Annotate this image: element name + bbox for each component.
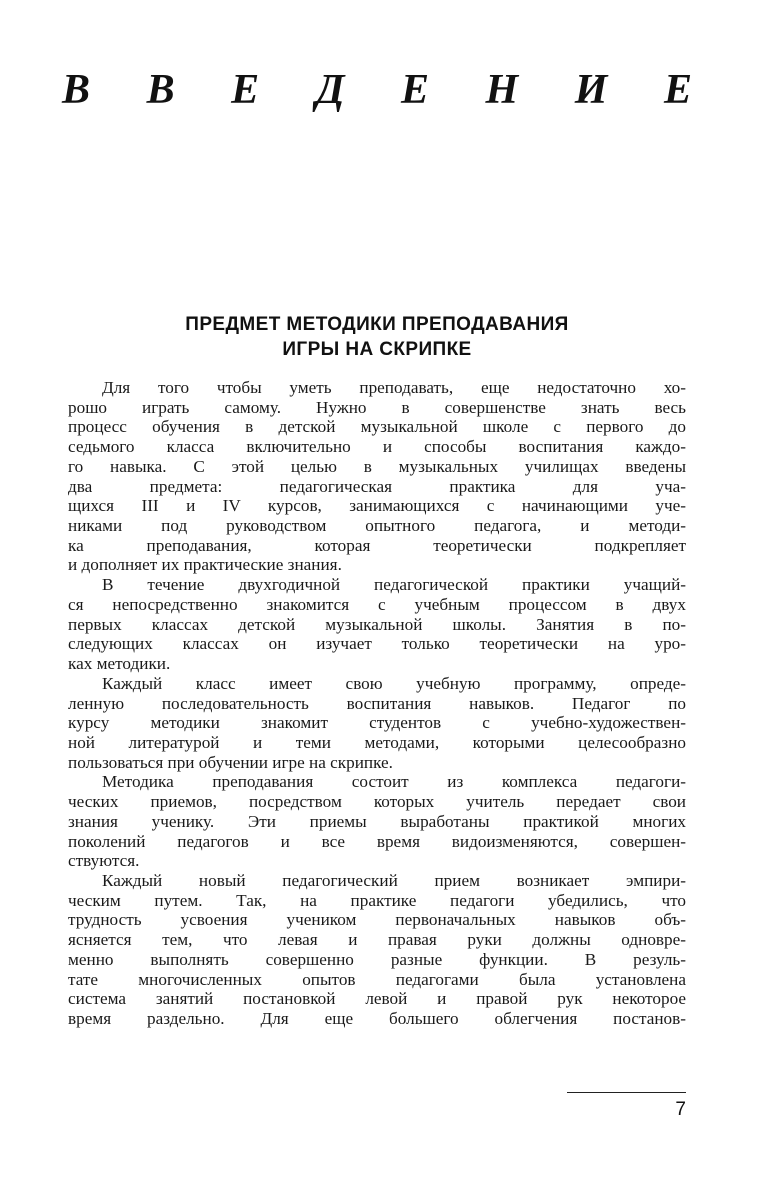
text-line: ствуются.: [68, 851, 140, 871]
text-line: и дополняет их практические знания.: [68, 555, 342, 575]
text-line: курсу методики знакомит студентов с учебно-художествен-: [68, 713, 686, 733]
text-line: седьмого класса включительно и способы воспитания каждо-: [68, 437, 686, 457]
text-line: поколений педагогов и все время видоизменяются, совершен-: [68, 831, 686, 851]
text-line: менно выполнять совершенно разные функции. В резуль-: [68, 949, 686, 969]
section-title-line: ИГРЫ НА СКРИПКЕ: [282, 339, 472, 360]
chapter-title-letter: И: [574, 67, 608, 113]
text-line: го навыка. С этой целью в музыкальных училищах введены: [68, 456, 686, 476]
chapter-title-letter: Е: [663, 67, 692, 113]
section-title: [62, 312, 692, 362]
text-line: система занятий постановкой левой и правой рук некоторое: [68, 989, 686, 1009]
chapter-title-letter: Е: [231, 67, 260, 113]
section-title-line: ПРЕДМЕТ МЕТОДИКИ ПРЕПОДАВАНИЯ: [185, 314, 569, 335]
text-line: ка преподавания, которая теоретически подкрепляет: [68, 535, 686, 555]
body-text: [68, 378, 686, 1029]
text-line: трудность усвоения учеником первоначальных навыков объ-: [68, 910, 686, 930]
text-line: Методика преподавания состоит из комплекса педагоги-: [102, 772, 686, 792]
text-line: Для того чтобы уметь преподавать, еще недостаточно хо-: [102, 378, 686, 397]
text-line: первых классах детской музыкальной школы. Занятия в по-: [68, 614, 686, 634]
text-line: щихся III и IV курсов, занимающихся с начинающими уче-: [68, 496, 686, 516]
text-line: рошо играть самому. Нужно в совершенстве знать весь: [68, 397, 686, 417]
text-line: В течение двухгодичной педагогической практики учащий-: [102, 575, 686, 595]
text-line: пользоваться при обучении игре на скрипке.: [68, 752, 393, 772]
page-number: 7: [675, 1099, 686, 1120]
text-line: ках методики.: [68, 654, 171, 674]
text-line: ческих приемов, посредством которых учитель передает свои: [68, 792, 686, 812]
chapter-title-letter: Е: [400, 67, 429, 113]
text-line: два предмета: педагогическая практика для уча-: [68, 476, 686, 496]
chapter-title-letter: Д: [315, 67, 345, 113]
text-line: Каждый новый педагогический прием возникает эмпири-: [102, 870, 686, 890]
chapter-title-letter: Н: [485, 67, 519, 113]
text-line: ческим путем. Так, на практике педагоги убедились, что: [68, 890, 686, 910]
chapter-title: [62, 62, 692, 118]
chapter-title-letter: В: [62, 67, 91, 113]
chapter-title-letter: В: [146, 67, 175, 113]
footer-rule: [567, 1092, 686, 1093]
text-line: ясняется тем, что левая и правая руки должны одновре-: [68, 930, 686, 950]
text-line: ной литературой и теми методами, которыми целесообразно: [68, 732, 686, 752]
text-line: никами под руководством опытного педагога, и методи-: [68, 516, 686, 536]
text-line: ся непосредственно знакомится с учебным процессом в двух: [68, 594, 686, 614]
text-line: Каждый класс имеет свою учебную программу, опреде-: [102, 673, 686, 693]
text-line: следующих классах он изучает только теоретически на уро-: [68, 634, 686, 654]
text-line: тате многочисленных опытов педагогами была установлена: [68, 969, 686, 989]
text-line: знания ученику. Эти приемы выработаны практикой многих: [68, 811, 686, 831]
text-line: ленную последовательность воспитания навыков. Педагог по: [68, 693, 686, 713]
text-line: процесс обучения в детской музыкальной школе с первого до: [68, 417, 686, 437]
text-line: время раздельно. Для еще большего облегчения постанов-: [68, 1009, 686, 1028]
